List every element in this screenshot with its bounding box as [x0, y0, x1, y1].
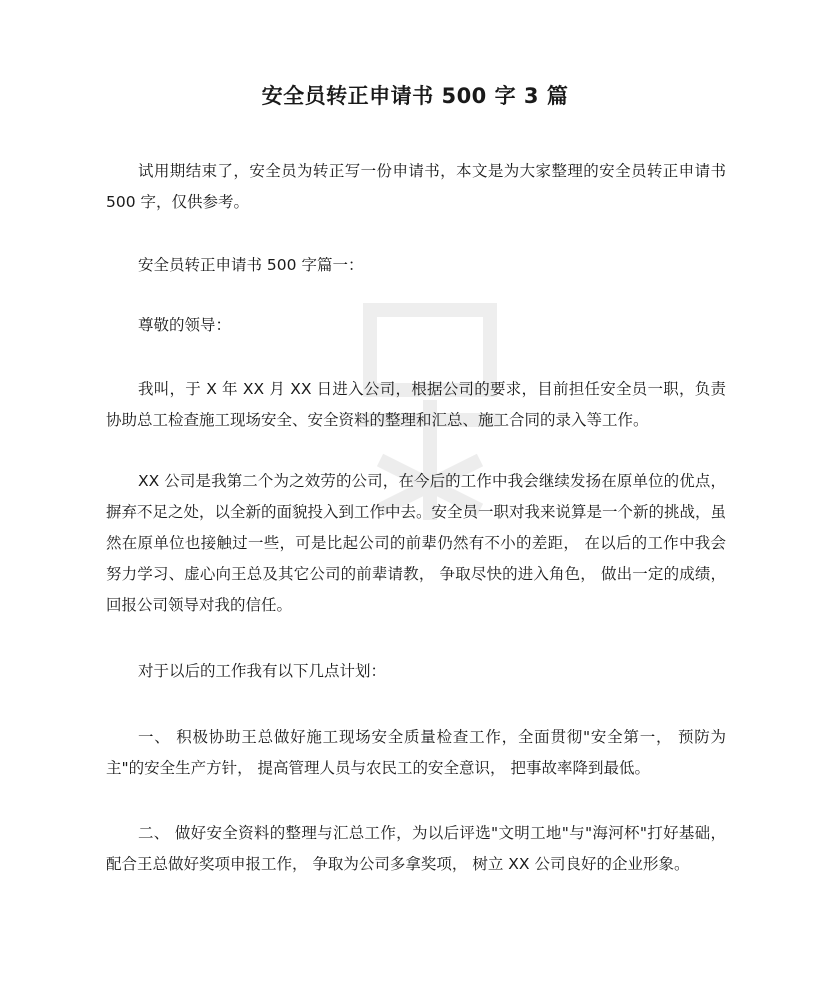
- plan-item-1: 一、 积极协助王总做好施工现场安全质量检查工作，全面贯彻"安全第一， 预防为主"的安全生产方针， 提高管理人员与农民工的安全意识， 把事故率降到最低。: [106, 728, 726, 777]
- intro-paragraph: 试用期结束了，安全员为转正写一份申请书，本文是为大家整理的安全员转正申请书 500 字，仅供参考。: [106, 162, 726, 211]
- body-paragraph-2: XX 公司是我第二个为之效劳的公司，在今后的工作中我会继续发扬在原单位的优点，摒弃不足之处，以全新的面貌投入到工作中去。安全员一职对我来说算是一个新的挑战，虽然在原单位也接触过一些，可是比起公司的前辈仍然有不小的差距， 在以后的工作中我会努力学习、虚心向王总及其它公司的前辈请教， 争取尽快的进入角色， 做出一定的成绩，回报公司领导对我的信任。: [106, 472, 727, 614]
- plan-item-2: 二、 做好安全资料的整理与汇总工作，为以后评选"文明工地"与"海河杯"打好基础，配合王总做好奖项申报工作， 争取为公司多拿奖项， 树立 XX 公司良好的企业形象。: [106, 824, 726, 873]
- document-title: 安全员转正申请书 500 字 3 篇: [261, 84, 569, 108]
- greeting: 尊敬的领导：: [138, 316, 232, 334]
- body-paragraph-1: 我叫，于 X 年 XX 月 XX 日进入公司，根据公司的要求，目前担任安全员一职，负责协助总工检查施工现场安全、安全资料的整理和汇总、施工合同的录入等工作。: [106, 380, 726, 429]
- plan-intro: 对于以后的工作我有以下几点计划：: [138, 662, 387, 680]
- section-heading: 安全员转正申请书 500 字篇一：: [138, 256, 364, 274]
